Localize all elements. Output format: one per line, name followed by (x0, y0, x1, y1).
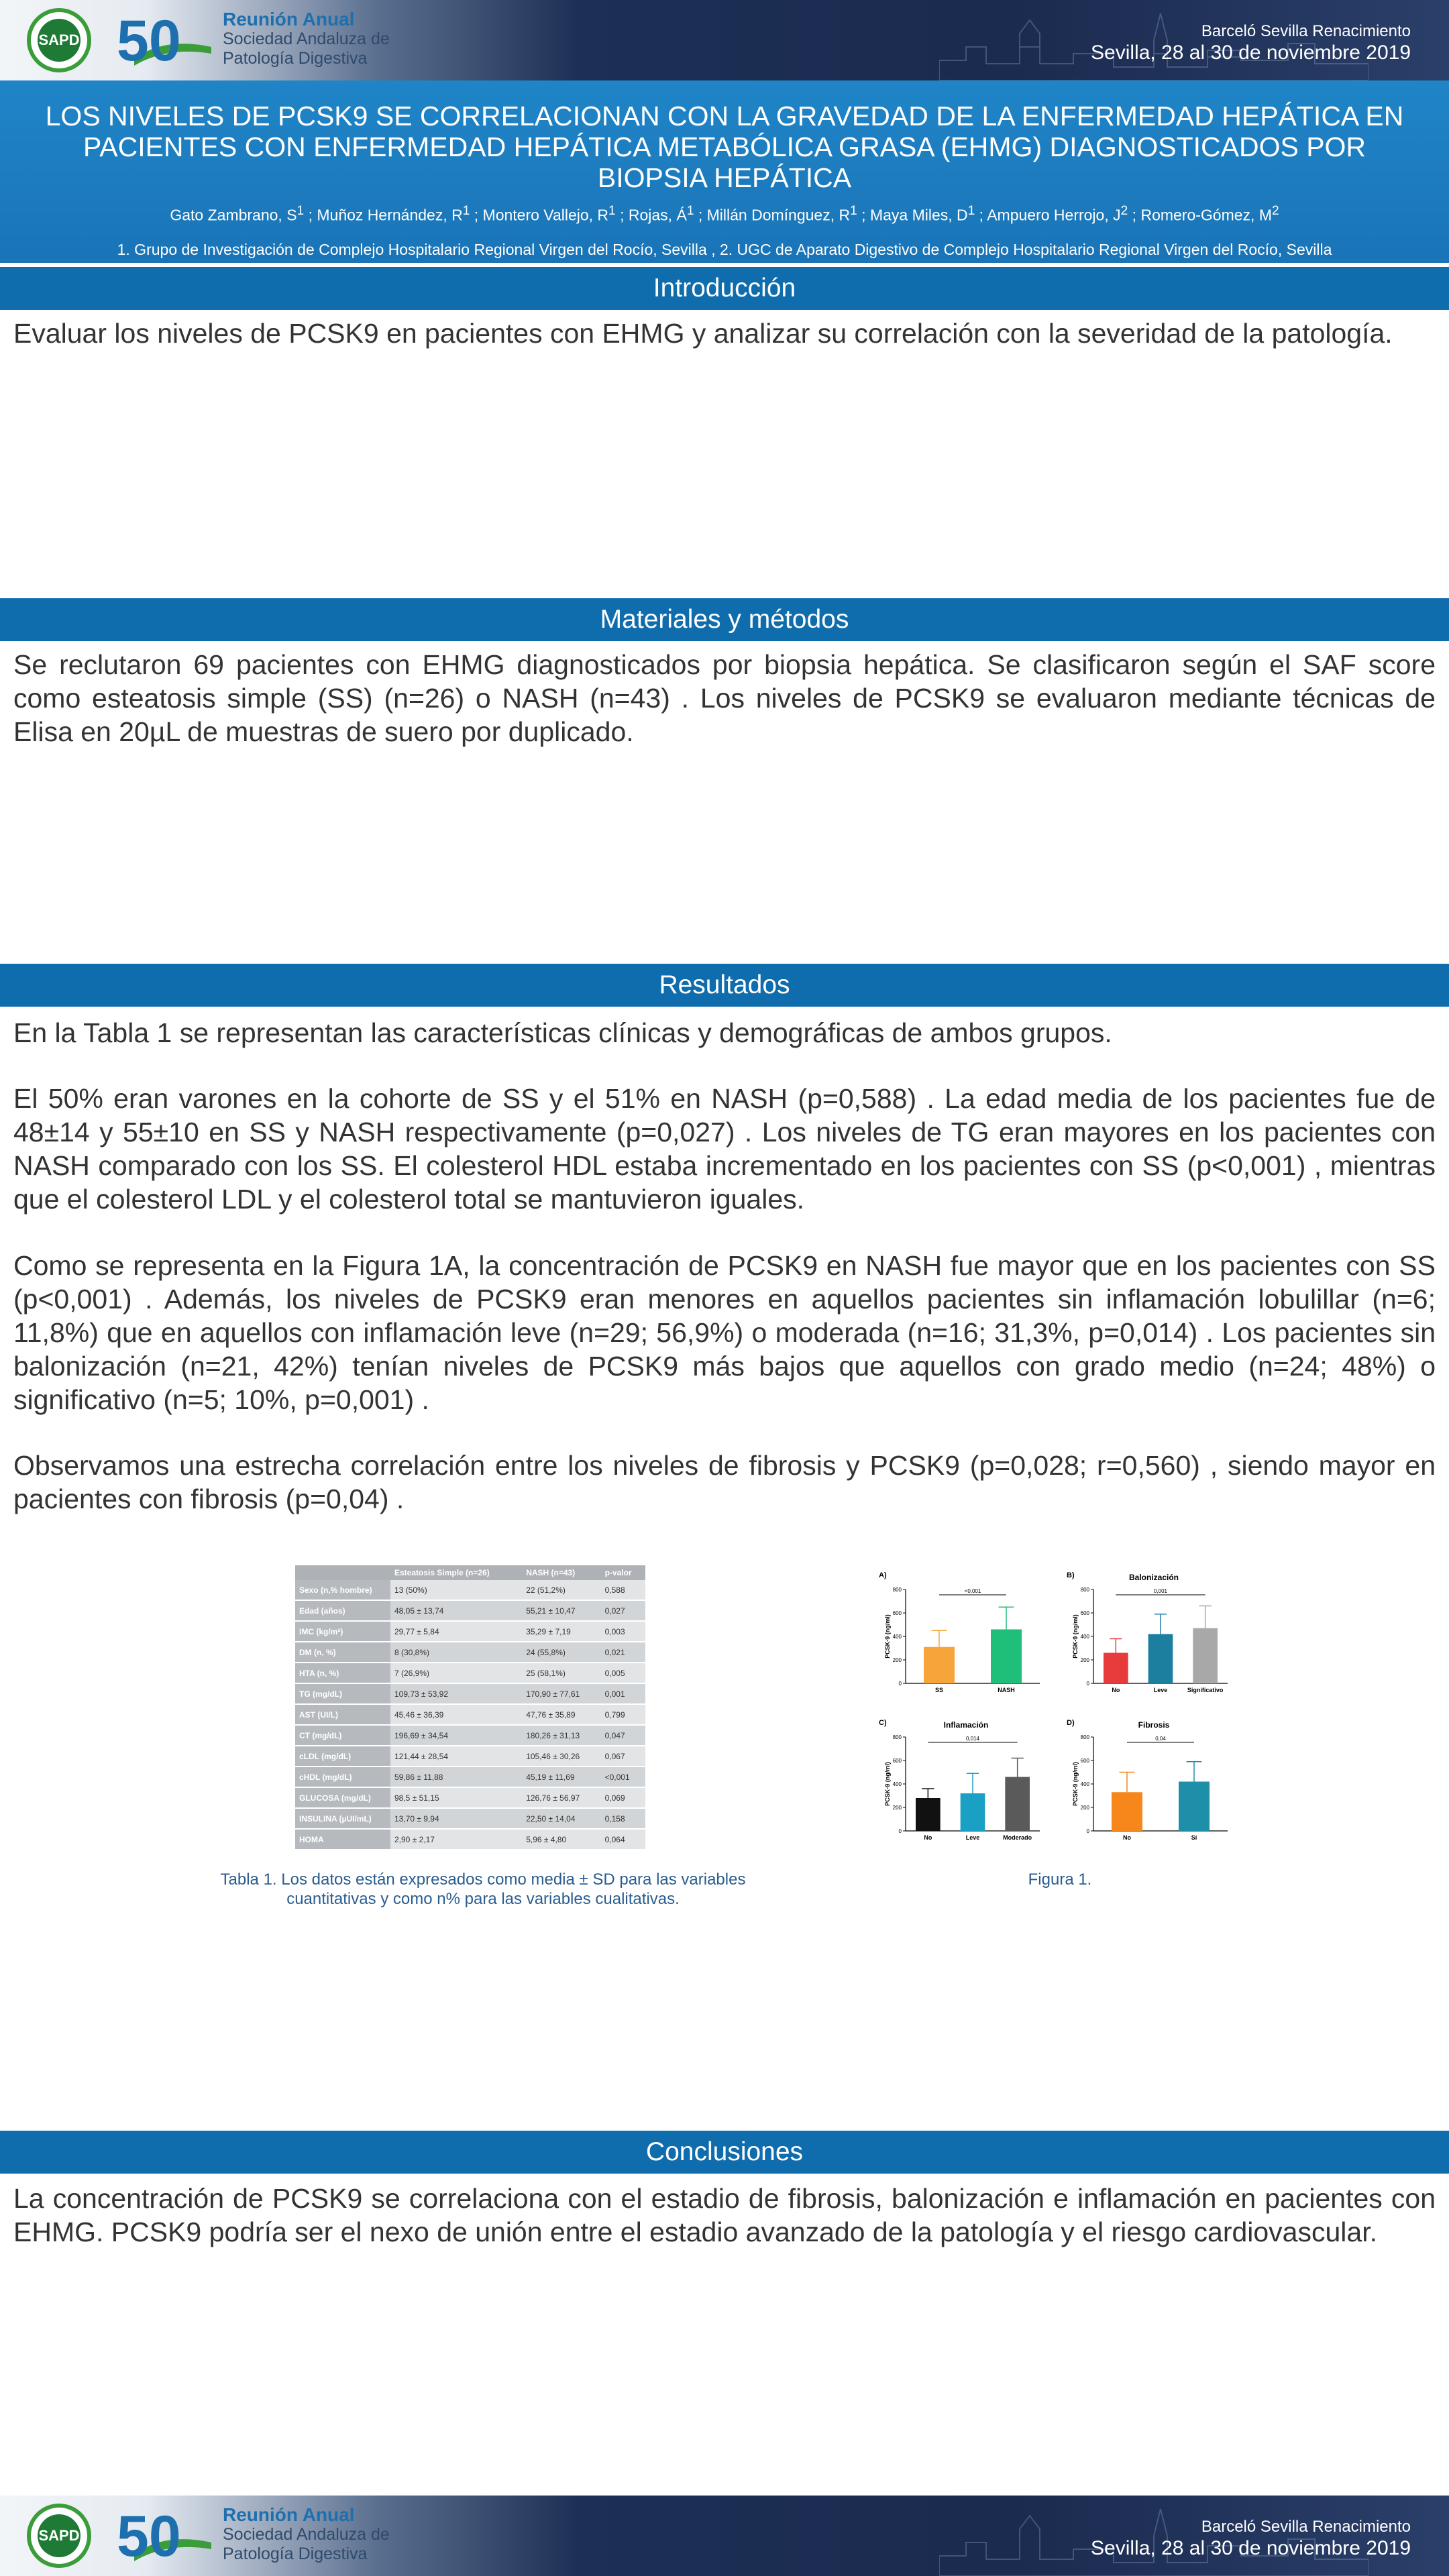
y-tick-label: 200 (1080, 1805, 1089, 1811)
author-affiliation-number: 1 (297, 204, 305, 218)
author-affiliation-number: 2 (1272, 204, 1279, 218)
table-header-cell (295, 1565, 390, 1580)
table-row-label: DM (n, %) (295, 1642, 390, 1663)
table-cell: 180,26 ± 31,13 (522, 1725, 600, 1746)
author-affiliation-number: 1 (967, 204, 975, 218)
author-affiliation-number: 1 (462, 204, 470, 218)
y-tick-label: 200 (892, 1805, 902, 1811)
section-heading-methods: Materiales y métodos (0, 598, 1449, 641)
table-cell: 0,027 (601, 1600, 645, 1621)
society-line-2: Sociedad Andaluza de (223, 30, 390, 48)
bar (1148, 1634, 1173, 1684)
table-row (295, 1767, 645, 1787)
fifty-anniversary-logo (114, 2502, 215, 2569)
panel-title: Inflamación (943, 1720, 989, 1730)
table-header-cell: Esteatosis Simple (n=26) (390, 1565, 522, 1580)
society-line-2: Sociedad Andaluza de (223, 2525, 390, 2544)
x-tick-label: Leve (1153, 1687, 1168, 1693)
table-row (295, 1746, 645, 1767)
panel-letter: A) (879, 1571, 887, 1579)
y-tick-label: 0 (1086, 1828, 1089, 1834)
y-tick-label: 0 (1086, 1681, 1089, 1687)
table-row-label: CT (mg/dL) (295, 1725, 390, 1746)
y-tick-label: 800 (892, 1587, 902, 1593)
event-venue (1091, 2517, 1411, 2560)
table-cell: 0,021 (601, 1642, 645, 1663)
society-name (223, 9, 390, 68)
y-tick-label: 800 (892, 1734, 902, 1740)
table-header-cell: NASH (n=43) (522, 1565, 600, 1580)
bar (1104, 1653, 1128, 1684)
table-cell: 5,96 ± 4,80 (522, 1829, 600, 1850)
poster-title-block (0, 80, 1449, 263)
table-cell: 0,158 (601, 1808, 645, 1829)
bar (1179, 1782, 1210, 1832)
y-axis-label: PCSK-9 (ng/ml) (1072, 1762, 1079, 1806)
table-row-label: cHDL (mg/dL) (295, 1767, 390, 1787)
y-axis-label: PCSK-9 (ng/ml) (884, 1614, 891, 1659)
figure-1-panels (879, 1569, 1241, 1844)
author-name: Muñoz Hernández, R (317, 206, 463, 224)
table-row-label: IMC (kg/m²) (295, 1621, 390, 1642)
bar (916, 1798, 941, 1831)
significance-label: <0,001 (964, 1588, 981, 1594)
table-row (295, 1663, 645, 1683)
venue-name: Barceló Sevilla Renacimiento (1201, 22, 1411, 40)
table-row-label: GLUCOSA (mg/dL) (295, 1787, 390, 1808)
figure-1 (879, 1569, 1241, 1844)
table-row-label: cLDL (mg/dL) (295, 1746, 390, 1767)
poster-title: LOS NIVELES DE PCSK9 SE CORRELACIONAN CON LA GRAVEDAD DE LA ENFERMEDAD HEPÁTICA EN PACIENTES CON ENFERMEDAD HEPÁTICA METABÓLICA GRASA (EHMG) DIAGNOSTICADOS POR BIOPSIA HEPÁTICA (45, 101, 1404, 193)
table-row-label: AST (UI/L) (295, 1704, 390, 1725)
x-tick-label: SS (934, 1687, 944, 1693)
fifty-logo-number: 50 (117, 9, 181, 73)
table-cell: 45,19 ± 11,69 (522, 1767, 600, 1787)
methods-text: Se reclutaron 69 pacientes con EHMG diagnosticados por biopsia hepática. Se clasificaron según el SAF score como esteatosis simple (SS) (n=26) o NASH (n=43) . Los niveles de PCSK9 se evaluaron mediante técnicas de Elisa en 20µL de muestras de suero por duplicado. (13, 649, 1436, 747)
section-heading-intro: Introducción (0, 267, 1449, 310)
y-axis-label: PCSK-9 (ng/ml) (1072, 1614, 1079, 1659)
table-row-label: Sexo (n,% hombre) (295, 1580, 390, 1600)
x-tick-label: No (924, 1834, 932, 1841)
bar (924, 1647, 955, 1683)
section-heading-results: Resultados (0, 964, 1449, 1007)
table-cell: 25 (58,1%) (522, 1663, 600, 1683)
author-name: Maya Miles, D (869, 206, 968, 224)
x-tick-label: Moderado (1003, 1834, 1032, 1841)
y-tick-label: 600 (1080, 1610, 1089, 1616)
author-name: Montero Vallejo, R (482, 206, 609, 224)
society-name (223, 2505, 390, 2564)
panel-title: Balonización (1128, 1573, 1179, 1582)
table-row (295, 1642, 645, 1663)
section-heading-conclusions: Conclusiones (0, 2131, 1449, 2174)
x-tick-label: No (1112, 1687, 1120, 1693)
author-name: Rojas, Á (628, 206, 687, 224)
table-cell: 8 (30,8%) (390, 1642, 522, 1663)
author-name: Romero-Gómez, M (1140, 206, 1272, 224)
table-cell: 98,5 ± 51,15 (390, 1787, 522, 1808)
table-row (295, 1683, 645, 1704)
panel-letter: B) (1067, 1571, 1075, 1579)
panel-letter: C) (879, 1719, 887, 1727)
author-name: Gato Zambrano, S (170, 206, 297, 224)
table-row (295, 1808, 645, 1829)
table-cell: 0,005 (601, 1663, 645, 1683)
footer-banner (0, 2496, 1449, 2576)
author-name: Millán Domínguez, R (706, 206, 851, 224)
table-cell: 47,76 ± 35,89 (522, 1704, 600, 1725)
table-row-label: Edad (años) (295, 1600, 390, 1621)
table-1-caption: Tabla 1. Los datos están expresados como media ± SD para las variables cuantitativas y como n% para las variables cualitativas. (220, 1870, 746, 1908)
table-body (295, 1580, 645, 1850)
table-cell: 0,069 (601, 1787, 645, 1808)
fifty-logo-number: 50 (117, 2504, 181, 2569)
y-tick-label: 0 (898, 1681, 902, 1687)
table-cell: 105,46 ± 30,26 (522, 1746, 600, 1767)
society-line-3: Patología Digestiva (223, 2544, 368, 2563)
y-tick-label: 600 (1080, 1758, 1089, 1764)
table-cell: 29,77 ± 5,84 (390, 1621, 522, 1642)
sapd-logo-label: SAPD (38, 19, 80, 62)
table-header-row (295, 1565, 645, 1580)
figure-panel (1067, 1571, 1228, 1693)
significance-label: 0,04 (1155, 1736, 1166, 1742)
panel-title: Fibrosis (1138, 1720, 1170, 1730)
table-cell: 170,90 ± 77,61 (522, 1683, 600, 1704)
y-tick-label: 600 (892, 1610, 902, 1616)
society-line-1: Reunión Anual (223, 9, 355, 30)
table-row-label: TG (mg/dL) (295, 1683, 390, 1704)
y-tick-label: 200 (1080, 1657, 1089, 1663)
figure-panel (879, 1571, 1040, 1693)
sapd-logo (27, 8, 91, 72)
y-tick-label: 0 (898, 1828, 902, 1834)
x-tick-label: Sí (1191, 1834, 1197, 1841)
venue-name: Barceló Sevilla Renacimiento (1201, 2518, 1411, 2536)
table-cell: 55,21 ± 10,47 (522, 1600, 600, 1621)
y-tick-label: 400 (892, 1634, 902, 1640)
conclusions-text: La concentración de PCSK9 se correlaciona con el estadio de fibrosis, balonización e inflamación en pacientes con EHMG. PCSK9 podría ser el nexo de unión entre el estadio avanzado de la patología y el riesgo cardiovascular. (13, 2183, 1436, 2247)
table-row (295, 1621, 645, 1642)
panel-letter: D) (1067, 1719, 1075, 1727)
y-tick-label: 600 (892, 1758, 902, 1764)
y-axis-label: PCSK-9 (ng/ml) (884, 1762, 891, 1806)
table-cell: 13 (50%) (390, 1580, 522, 1600)
event-venue (1091, 21, 1411, 64)
x-tick-label: NASH (998, 1687, 1015, 1693)
figure-panel (879, 1719, 1040, 1841)
y-tick-label: 400 (1080, 1781, 1089, 1787)
table-cell: 48,05 ± 13,74 (390, 1600, 522, 1621)
intro-text: Evaluar los niveles de PCSK9 en pacientes con EHMG y analizar su correlación con la severidad de la patología. (13, 318, 1393, 349)
bar (1112, 1792, 1142, 1831)
author-affiliation-number: 1 (686, 204, 694, 218)
sapd-logo (27, 2504, 91, 2568)
table-cell: 2,90 ± 2,17 (390, 1829, 522, 1850)
society-line-1: Reunión Anual (223, 2504, 355, 2525)
table-header-cell: p-valor (601, 1565, 645, 1580)
table-cell: 24 (55,8%) (522, 1642, 600, 1663)
y-tick-label: 800 (1080, 1734, 1089, 1740)
society-line-3: Patología Digestiva (223, 49, 368, 68)
event-dates: Sevilla, 28 al 30 de noviembre 2019 (1091, 2537, 1411, 2559)
bar (1193, 1628, 1218, 1683)
results-paragraph-2: El 50% eran varones en la cohorte de SS y el 51% en NASH (p=0,588) . La edad media de los pacientes fue de 48±14 y 55±10 en SS y NASH respectivamente (p=0,027) . Los niveles de TG eran mayores en los pacientes con NASH comparado con los SS. El colesterol HDL estaba incrementado en los pacientes con SS (p<0,001) , mientras que el colesterol LDL y el colesterol total se mantuvieron iguales. (13, 1083, 1436, 1215)
table-cell: 59,86 ± 11,88 (390, 1767, 522, 1787)
figure-1-caption: Figura 1. (1028, 1870, 1092, 1889)
table-row (295, 1725, 645, 1746)
table-cell: 0,047 (601, 1725, 645, 1746)
event-dates: Sevilla, 28 al 30 de noviembre 2019 (1091, 42, 1411, 64)
table-cell: <0,001 (601, 1767, 645, 1787)
y-tick-label: 200 (892, 1657, 902, 1663)
table-1-grid (295, 1565, 645, 1850)
affiliations: 1. Grupo de Investigación de Complejo Hospitalario Regional Virgen del Rocío, Sevilla , 2. UGC de Aparato Digestivo de Complejo Hospitalario Regional Virgen del Rocío, Sevilla (117, 240, 1332, 258)
results-paragraph-4: Observamos una estrecha correlación entre los niveles de fibrosis y PCSK9 (p=0,028; r=0,560) , siendo mayor en pacientes con fibrosis (p=0,04) . (13, 1450, 1436, 1514)
table-cell: 0,588 (601, 1580, 645, 1600)
author-name: Ampuero Herrojo, J (987, 206, 1121, 224)
sapd-logo-label: SAPD (38, 2514, 80, 2557)
header-banner (0, 0, 1449, 80)
table-cell: 0,799 (601, 1704, 645, 1725)
x-tick-label: Significativo (1187, 1687, 1224, 1693)
table-cell: 109,73 ± 53,92 (390, 1683, 522, 1704)
table-cell: 126,76 ± 56,97 (522, 1787, 600, 1808)
table-row-label: HOMA (295, 1829, 390, 1850)
author-affiliation-number: 1 (850, 204, 857, 218)
table-row (295, 1600, 645, 1621)
y-tick-label: 400 (892, 1781, 902, 1787)
table-cell: 121,44 ± 28,54 (390, 1746, 522, 1767)
results-paragraph-1: En la Tabla 1 se representan las características clínicas y demográficas de ambos grupos. (13, 1017, 1112, 1048)
table-cell: 45,46 ± 36,39 (390, 1704, 522, 1725)
table-row (295, 1787, 645, 1808)
table-cell: 196,69 ± 34,54 (390, 1725, 522, 1746)
y-tick-label: 800 (1080, 1587, 1089, 1593)
table-1 (295, 1565, 645, 1850)
table-cell: 35,29 ± 7,19 (522, 1621, 600, 1642)
table-cell: 13,70 ± 9,94 (390, 1808, 522, 1829)
significance-label: 0,001 (1153, 1588, 1168, 1594)
figure-panel (1067, 1719, 1228, 1841)
author-affiliation-number: 2 (1120, 204, 1128, 218)
fifty-anniversary-logo (114, 7, 215, 74)
y-tick-label: 400 (1080, 1634, 1089, 1640)
x-tick-label: Leve (965, 1834, 980, 1841)
x-tick-label: No (1123, 1834, 1131, 1841)
bar (961, 1793, 985, 1831)
table-cell: 0,003 (601, 1621, 645, 1642)
table-cell: 22 (51,2%) (522, 1580, 600, 1600)
table-row (295, 1704, 645, 1725)
significance-label: 0,014 (965, 1736, 980, 1742)
table-cell: 7 (26,9%) (390, 1663, 522, 1683)
bar (991, 1630, 1022, 1684)
table-row (295, 1580, 645, 1600)
table-row (295, 1829, 645, 1850)
table-cell: 22,50 ± 14,04 (522, 1808, 600, 1829)
author-affiliation-number: 1 (608, 204, 616, 218)
results-paragraph-3: Como se representa en la Figura 1A, la concentración de PCSK9 en NASH fue mayor que en los pacientes con SS (p<0,001) . Además, los niveles de PCSK9 eran menores en aquellos pacientes sin inflamación lobulillar (n=6; 11,8%) que en aquellos con inflamación leve (n=29; 56,9%) o moderada (n=16; 31,3%, p=0,014) . Los pacientes sin balonización (n=21, 42%) tenían niveles de PCSK9 más bajos que aquellos con grado medio (n=24; 48%) o significativo (n=5; 10%, p=0,001) . (13, 1250, 1436, 1415)
table-cell: 0,064 (601, 1829, 645, 1850)
table-row-label: INSULINA (µUI/mL) (295, 1808, 390, 1829)
table-row-label: HTA (n, %) (295, 1663, 390, 1683)
author-list: Gato Zambrano, $S^1$ ; Muñoz Hernández, $R^1$ ; Montero Vallejo, $R^1$ ; Rojas, $Á^1$ ; Millán Domínguez, $R^1$ ; Maya Miles, $D^1$ ; Ampuero Herrojo, $J^2$ ; Romero-Gómez, $M^2$ (170, 204, 1279, 224)
table-cell: 0,001 (601, 1683, 645, 1704)
table-cell: 0,067 (601, 1746, 645, 1767)
bar (1005, 1777, 1030, 1832)
